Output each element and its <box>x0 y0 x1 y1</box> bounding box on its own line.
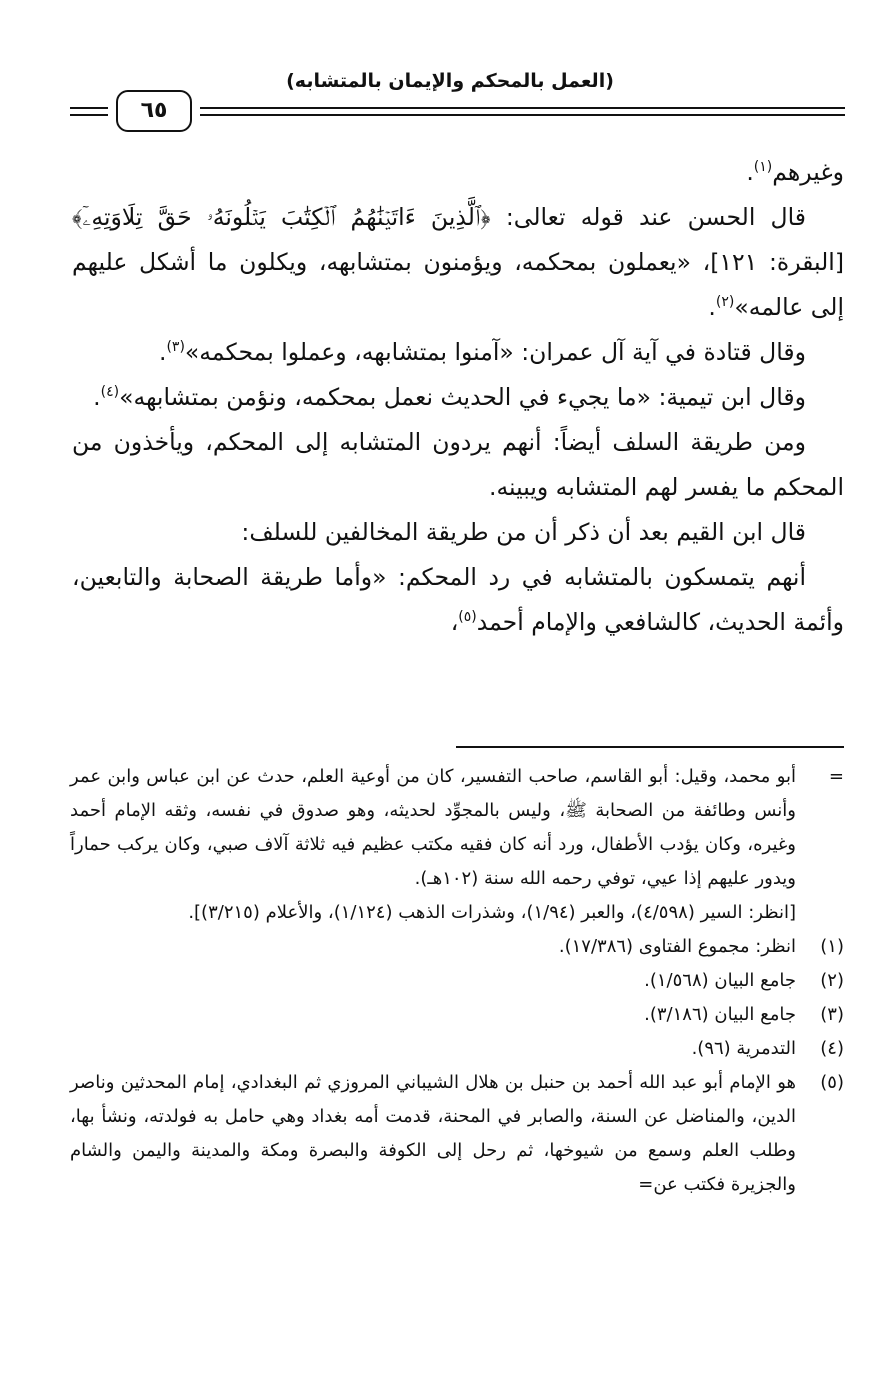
footnote-text <box>70 760 796 930</box>
paragraph-text: أنهم يتمسكون بالمتشابه في رد المحكم: «وأما طريقة الصحابة والتابعين، وأئمة الحديث، كالشافعي والإمام أحمد <box>72 563 844 636</box>
footnote-number: (٤) <box>820 1038 844 1059</box>
paragraph: وغيرهم$^{(١)}$. <box>746 158 844 186</box>
paragraph: قال الحسن عند قوله تعالى: ﴿ٱلَّذِينَ ءَاتَيۡنَٰهُمُ ٱلۡكِتَٰبَ يَتۡلُونَهُۥ حَقَّ تِلَاوَتِهِۦٓ﴾ [البقرة: ١٢١]، «يعملون بمحكمه، ويؤمنون بمتشابهه، ويكلون ما أشكل عليهم إلى عالمه»$^{(٢)}$. <box>72 203 844 321</box>
paragraph-text: قال الحسن عند قوله تعالى: ﴿ٱلَّذِينَ ءَاتَيۡنَٰهُمُ ٱلۡكِتَٰبَ يَتۡلُونَهُۥ حَقَّ تِلَاوَتِهِۦٓ﴾ [البقرة: ١٢١]، «يعملون بمحكمه، ويؤمنون بمتشابهه، ويكلون ما أشكل عليهم إلى عالمه» <box>72 203 844 321</box>
header-rule <box>70 114 108 116</box>
footnote-text: جامع البيان (١/٥٦٨). <box>644 970 796 991</box>
paragraph: وقال قتادة في آية آل عمران: «آمنوا بمتشابهه، وعملوا بمحكمه»$^{(٣)}$. <box>158 338 806 366</box>
footnote-separator <box>456 746 844 748</box>
footnote-number: (٥) <box>820 1072 844 1093</box>
footnote-text: هو الإمام أبو عبد الله أحمد بن حنبل بن هلال الشيباني المروزي ثم البغدادي، إمام المحدثين وناصر الدين، والمناضل عن السنة، والصابر في المحنة، قدمت أمه بغداد وهي حامل به فولدته، ونشأ بها، وطلب العلم وسمع من شيوخها، ثم رحل إلى الكوفة والبصرة ومكة والمدينة واليمن والشام والجزيرة فكتب عن= <box>70 1072 796 1195</box>
paragraph: ومن طريقة السلف أيضاً: أنهم يردون المتشابه إلى المحكم، ويأخذون من المحكم ما يفسر لهم المتشابه ويبينه. <box>72 428 844 501</box>
footnote-text: التدمرية (٩٦). <box>691 1038 796 1059</box>
footnote-item <box>70 1066 844 1202</box>
footnote-number: (١) <box>820 936 844 957</box>
paragraph: أنهم يتمسكون بالمتشابه في رد المحكم: «وأما طريقة الصحابة والتابعين، وأئمة الحديث، كالشافعي والإمام أحمد$^{(٥)}$، <box>72 563 844 636</box>
footnote-paragraph: [انظر: السير (٤/٥٩٨)، والعبر (١/٩٤)، وشذرات الذهب (١/١٢٤)، والأعلام (٣/٢١٥)]. <box>188 902 796 923</box>
footnote-ref: (٥) <box>458 609 477 626</box>
footnote-item <box>70 1032 844 1066</box>
continuation-mark: = <box>828 766 844 787</box>
footnote-number: (٢) <box>820 970 844 991</box>
paragraph-text: وقال قتادة في آية آل عمران: «آمنوا بمتشابهه، وعملوا بمحكمه» <box>184 338 806 366</box>
footnote-item <box>70 998 844 1032</box>
paragraph: قال ابن القيم بعد أن ذكر أن من طريقة المخالفين للسلف: <box>241 518 806 546</box>
running-title: (العمل بالمحكم والإيمان بالمتشابه) <box>286 70 614 92</box>
paragraph: وقال ابن تيمية: «ما يجيء في الحديث نعمل بمحكمه، ونؤمن بمتشابهه»$^{(٤)}$. <box>93 383 806 411</box>
page-number: ٦٥ <box>116 90 192 132</box>
main-text <box>72 150 844 645</box>
footnote-continuation <box>70 760 844 930</box>
paragraph-text: وغيرهم <box>772 158 844 186</box>
footnote-ref: (١) <box>753 159 773 176</box>
footnote-ref: (٤) <box>100 384 120 401</box>
footnotes <box>70 760 844 1202</box>
footnote-number: (٣) <box>820 1004 844 1025</box>
footnote-item <box>70 930 844 964</box>
footnote-paragraph: أبو محمد، وقيل: أبو القاسم، صاحب التفسير، كان من أوعية العلم، حدث عن ابن عباس وابن عمر وأنس وطائفة من الصحابة ﷺ، وليس بالمجوِّد لحديثه، وهو صدوق في نفسه، وثقه الإمام أحمد وغيره، وكان يؤدب الأطفال، ورد أنه كان فقيه مكتب عظيم فيه ثلاثة آلاف صبي، وكان يركب حماراً ويدور عليهم إذا عيي، توفي رحمه الله سنة (١٠٢هـ). <box>70 766 796 889</box>
paragraph-text: وقال ابن تيمية: «ما يجيء في الحديث نعمل بمحكمه، ونؤمن بمتشابهه» <box>119 383 806 411</box>
header-rule <box>200 107 845 109</box>
header-rule <box>70 107 108 109</box>
footnote-text: انظر: مجموع الفتاوى (١٧/٣٨٦). <box>558 936 796 957</box>
header-rule <box>200 114 845 116</box>
footnote-ref: (٢) <box>715 294 735 311</box>
footnote-text: جامع البيان (٣/١٨٦). <box>644 1004 796 1025</box>
footnote-ref: (٣) <box>166 339 185 356</box>
footnote-item <box>70 964 844 998</box>
